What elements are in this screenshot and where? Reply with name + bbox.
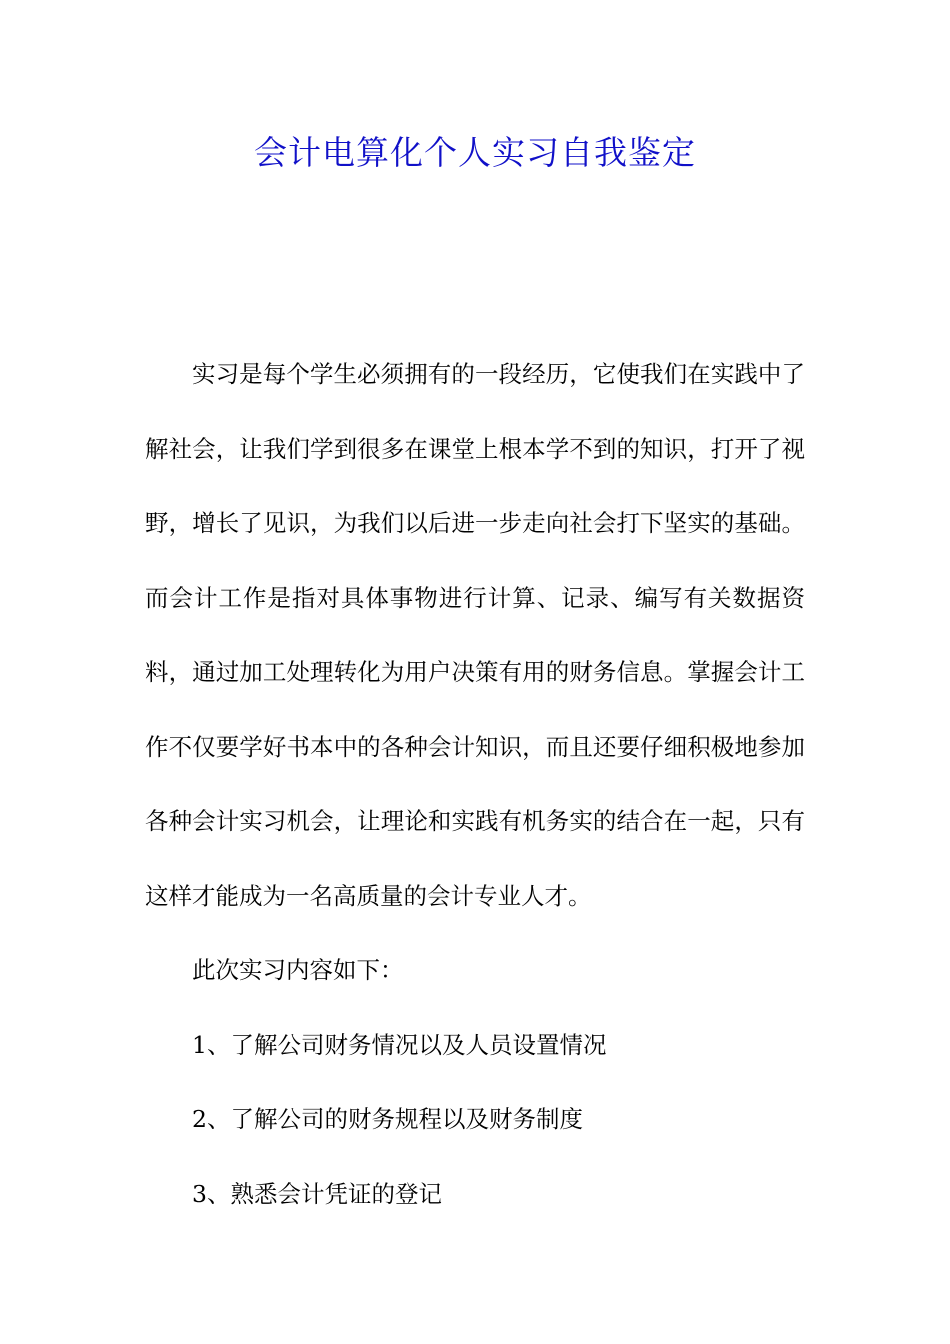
document-body [145,337,805,1231]
list-item: 1、了解公司财务情况以及人员设置情况 [192,1030,607,1059]
document-title: 会计电算化个人实习自我鉴定 [254,133,696,172]
list-item: 2、了解公司的财务规程以及财务制度 [192,1105,583,1133]
paragraph-intro: 实习是每个学生必须拥有的一段经历，它使我们在实践中了解社会，让我们学到很多在课堂上根本学不到的知识，打开了视野，增长了见识，为我们以后进一步走向社会打下坚实的基础。而会计工作是指对具体事物进行计算、记录、编写有关数据资料，通过加工处理转化为用户决策有用的财务信息。掌握会计工作不仅要学好书本中的各种会计知识，而且还要仔细积极地参加各种会计实习机会，让理论和实践有机务实的结合在一起，只有这样才能成为一名高质量的会计专业人才。 [145,360,805,910]
list-item: 3、熟悉会计凭证的登记 [192,1179,442,1208]
paragraph-content-heading: 此次实习内容如下： [192,956,404,984]
